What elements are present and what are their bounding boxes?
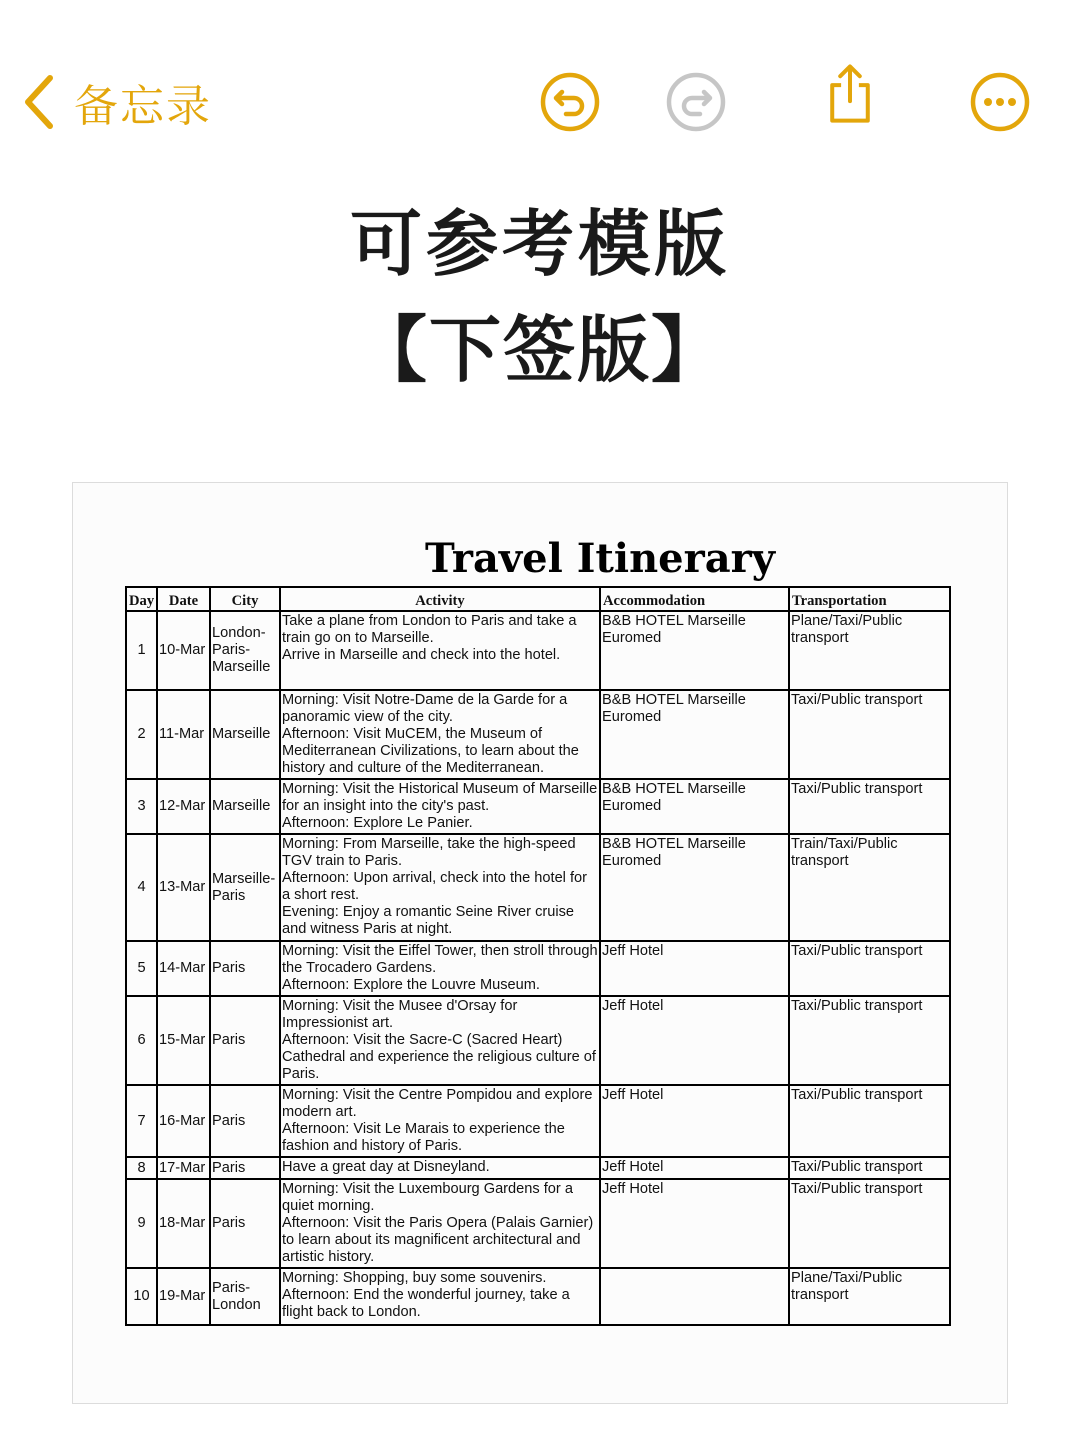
- share-button[interactable]: [818, 62, 882, 126]
- cell-date: 17-Mar: [157, 1157, 210, 1179]
- header-activity: Activity: [280, 587, 600, 611]
- table-row: [126, 690, 950, 779]
- cell-date: 12-Mar: [157, 779, 210, 834]
- table-row: [126, 834, 950, 941]
- itinerary-image[interactable]: [72, 482, 1008, 1404]
- cell-transportation: Taxi/Public transport: [789, 779, 950, 834]
- cell-accommodation: B&B HOTEL Marseille Euromed: [600, 611, 789, 690]
- cell-date: 19-Mar: [157, 1268, 210, 1325]
- cell-accommodation: Jeff Hotel: [600, 941, 789, 996]
- table-row: [126, 1268, 950, 1325]
- note-title-line-2: 【下签版】: [354, 308, 725, 392]
- chevron-left-icon: [20, 72, 60, 132]
- cell-day: 6: [126, 996, 157, 1085]
- cell-transportation: Taxi/Public transport: [789, 690, 950, 779]
- cell-day: 5: [126, 941, 157, 996]
- cell-accommodation: [600, 1268, 789, 1325]
- cell-city: Paris: [210, 941, 280, 996]
- cell-activity: Morning: Visit the Historical Museum of Marseille for an insight into the city's past. Afternoon: Explore Le Panier.: [280, 779, 600, 834]
- cell-activity: Morning: Shopping, buy some souvenirs. Afternoon: End the wonderful journey, take a flight back to London.: [280, 1268, 600, 1325]
- back-label: 备忘录: [74, 81, 212, 132]
- cell-city: Marseille: [210, 779, 280, 834]
- itinerary-table: [125, 586, 951, 1326]
- cell-transportation: Taxi/Public transport: [789, 1157, 950, 1179]
- cell-activity: Morning: From Marseille, take the high-speed TGV train to Paris. Afternoon: Upon arrival, check into the hotel for a short rest. Evening: Enjoy a romantic Seine River cruise and witness Paris at night.: [280, 834, 600, 941]
- cell-activity: Morning: Visit Notre-Dame de la Garde for a panoramic view of the city. Afternoon: Visit MuCEM, the Museum of Mediterranean Civilizations, to learn about the history and culture of the Mediterranean.: [280, 690, 600, 779]
- back-button[interactable]: [20, 66, 212, 138]
- cell-date: 11-Mar: [157, 690, 210, 779]
- cell-date: 14-Mar: [157, 941, 210, 996]
- undo-icon: [538, 70, 602, 134]
- itinerary-title: Travel Itinerary: [425, 535, 775, 582]
- cell-accommodation: Jeff Hotel: [600, 1085, 789, 1157]
- cell-date: 18-Mar: [157, 1179, 210, 1268]
- cell-day: 7: [126, 1085, 157, 1157]
- cell-activity: Take a plane from London to Paris and take a train go on to Marseille. Arrive in Marseille and check into the hotel.: [280, 611, 600, 690]
- cell-city: Paris: [210, 1157, 280, 1179]
- cell-date: 10-Mar: [157, 611, 210, 690]
- header-day: Day: [126, 587, 157, 611]
- redo-button[interactable]: [664, 70, 728, 134]
- share-icon: [818, 62, 882, 126]
- table-row: [126, 1179, 950, 1268]
- cell-date: 15-Mar: [157, 996, 210, 1085]
- cell-transportation: Taxi/Public transport: [789, 996, 950, 1085]
- cell-activity: Morning: Visit the Eiffel Tower, then stroll through the Trocadero Gardens. Afternoon: Explore the Louvre Museum.: [280, 941, 600, 996]
- table-row: [126, 996, 950, 1085]
- cell-activity: Morning: Visit the Luxembourg Gardens for a quiet morning. Afternoon: Visit the Paris Opera (Palais Garnier) to learn about its magnificent architectural and artistic history.: [280, 1179, 600, 1268]
- cell-city: Paris: [210, 1085, 280, 1157]
- cell-day: 3: [126, 779, 157, 834]
- note-title-line-1: 可参考模版: [349, 202, 730, 286]
- more-icon: [968, 70, 1032, 134]
- cell-city: Paris- London: [210, 1268, 280, 1325]
- cell-day: 8: [126, 1157, 157, 1179]
- navigation-bar: [0, 0, 1080, 200]
- cell-accommodation: Jeff Hotel: [600, 1157, 789, 1179]
- cell-day: 1: [126, 611, 157, 690]
- header-accommodation: Accommodation: [600, 587, 789, 611]
- table-row: [126, 611, 950, 690]
- header-city: City: [210, 587, 280, 611]
- cell-activity: Morning: Visit the Musee d'Orsay for Impressionist art. Afternoon: Visit the Sacre-C (Sacred Heart) Cathedral and experience the religious culture of Paris.: [280, 996, 600, 1085]
- cell-city: Marseille- Paris: [210, 834, 280, 941]
- table-row: [126, 1157, 950, 1179]
- cell-accommodation: Jeff Hotel: [600, 996, 789, 1085]
- cell-accommodation: B&B HOTEL Marseille Euromed: [600, 834, 789, 941]
- cell-activity: Have a great day at Disneyland.: [280, 1157, 600, 1179]
- cell-day: 4: [126, 834, 157, 941]
- cell-day: 2: [126, 690, 157, 779]
- cell-city: London- Paris- Marseille: [210, 611, 280, 690]
- cell-city: Paris: [210, 1179, 280, 1268]
- table-row: [126, 1085, 950, 1157]
- undo-button[interactable]: [538, 70, 602, 134]
- table-row: [126, 779, 950, 834]
- redo-icon: [664, 70, 728, 134]
- cell-transportation: Plane/Taxi/Public transport: [789, 1268, 950, 1325]
- cell-transportation: Plane/Taxi/Public transport: [789, 611, 950, 690]
- table-header-row: [126, 587, 950, 611]
- cell-activity: Morning: Visit the Centre Pompidou and explore modern art. Afternoon: Visit Le Marais to experience the fashion and history of Paris.: [280, 1085, 600, 1157]
- cell-day: 10: [126, 1268, 157, 1325]
- cell-accommodation: B&B HOTEL Marseille Euromed: [600, 690, 789, 779]
- cell-transportation: Taxi/Public transport: [789, 1085, 950, 1157]
- cell-city: Paris: [210, 996, 280, 1085]
- cell-transportation: Taxi/Public transport: [789, 941, 950, 996]
- cell-day: 9: [126, 1179, 157, 1268]
- header-transportation: Transportation: [789, 587, 950, 611]
- cell-date: 13-Mar: [157, 834, 210, 941]
- cell-accommodation: Jeff Hotel: [600, 1179, 789, 1268]
- header-date: Date: [157, 587, 210, 611]
- cell-transportation: Taxi/Public transport: [789, 1179, 950, 1268]
- cell-city: Marseille: [210, 690, 280, 779]
- table-row: [126, 941, 950, 996]
- cell-transportation: Train/Taxi/Public transport: [789, 834, 950, 941]
- cell-accommodation: B&B HOTEL Marseille Euromed: [600, 779, 789, 834]
- more-button[interactable]: [968, 70, 1032, 134]
- cell-date: 16-Mar: [157, 1085, 210, 1157]
